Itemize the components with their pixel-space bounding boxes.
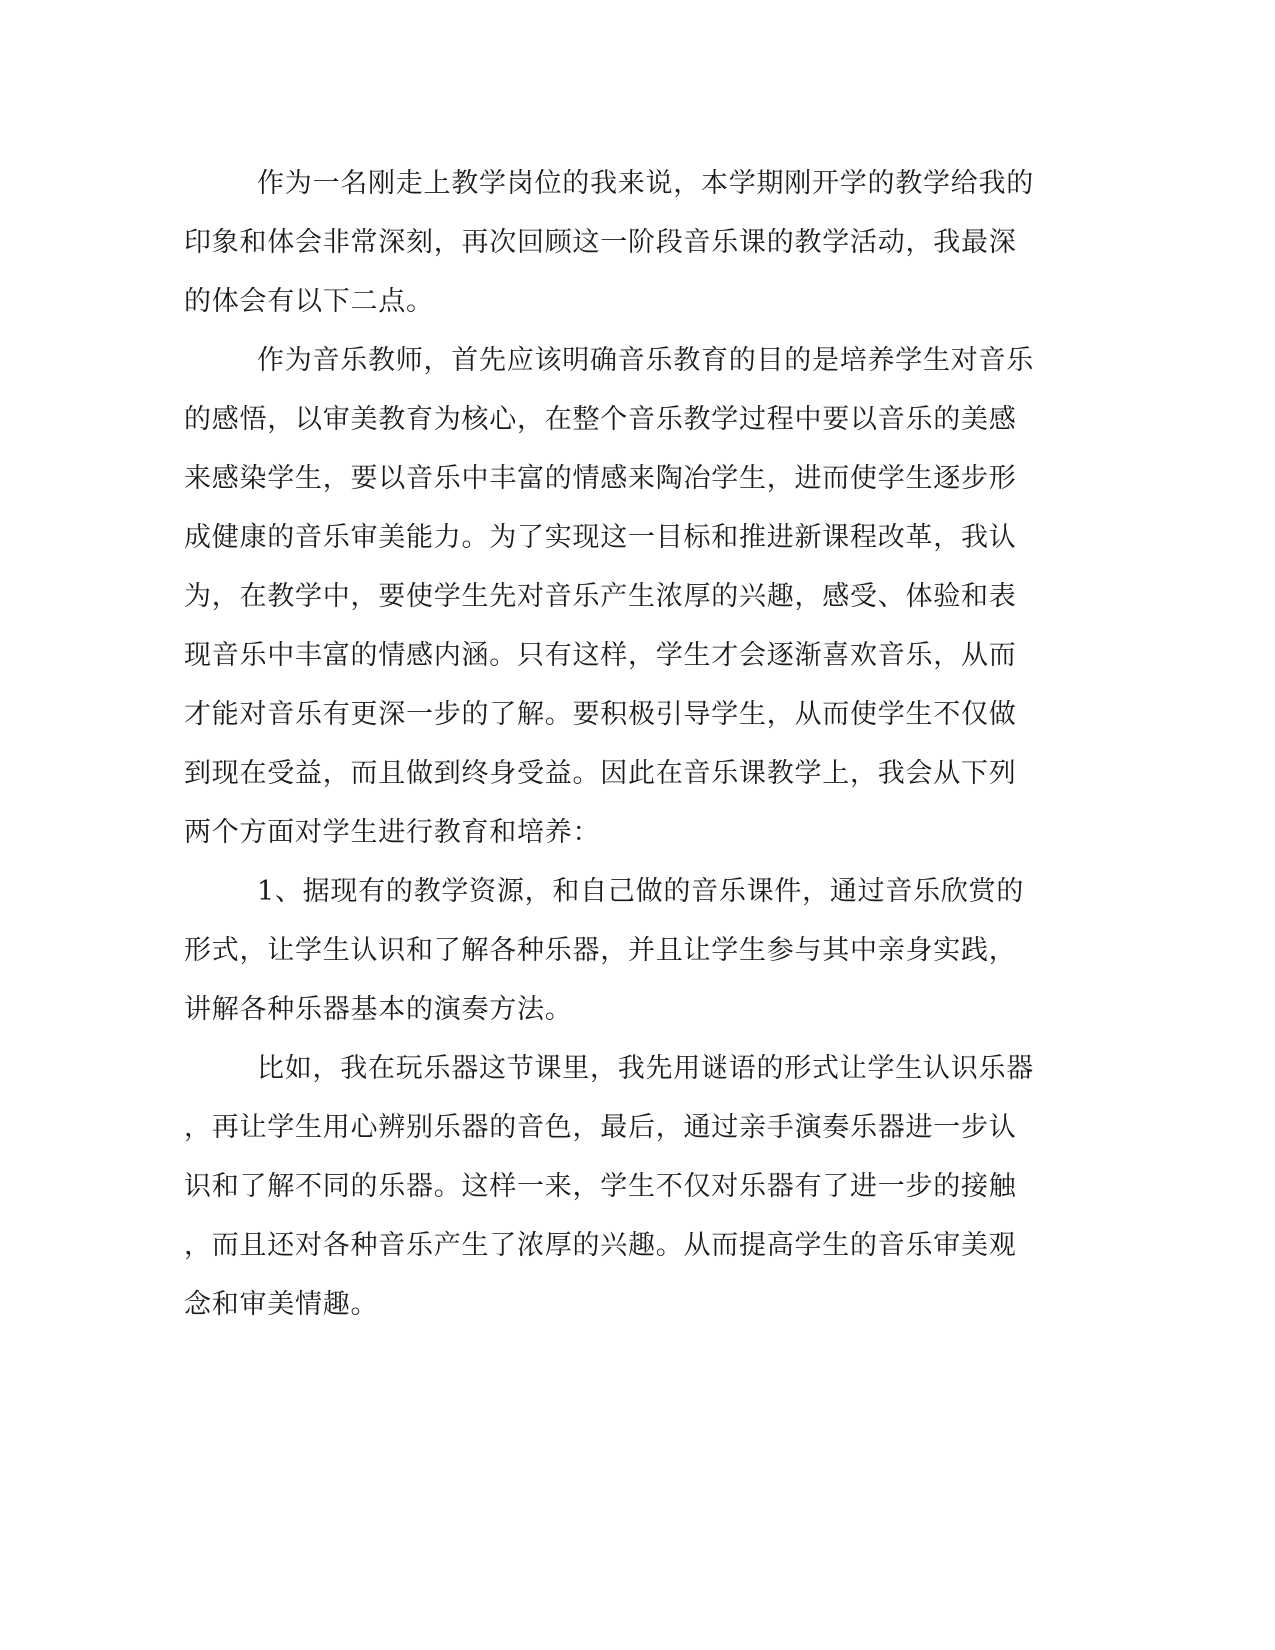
paragraph-1-line-2: 印象和体会非常深刻，再次回顾这一阶段音乐课的教学活动，我最深 <box>184 227 1017 258</box>
paragraph-4-line-1: 比如，我在玩乐器这节课里，我先用谜语的形式让学生认识乐器 <box>257 1053 1034 1084</box>
paragraph-2-line-2: 的感悟，以审美教育为核心，在整个音乐教学过程中要以音乐的美感 <box>184 404 1017 435</box>
paragraph-2-line-5: 为，在教学中，要使学生先对音乐产生浓厚的兴趣，感受、体验和表 <box>184 581 1017 612</box>
paragraph-2-line-7: 才能对音乐有更深一步的了解。要积极引导学生，从而使学生不仅做 <box>184 699 1017 730</box>
paragraph-3-line-1: 1、据现有的教学资源，和自己做的音乐课件，通过音乐欣赏的 <box>257 876 1025 907</box>
paragraph-3-line-2: 形式，让学生认识和了解各种乐器，并且让学生参与其中亲身实践， <box>184 935 1017 966</box>
paragraph-2-line-1: 作为音乐教师，首先应该明确音乐教育的目的是培养学生对音乐 <box>257 345 1034 376</box>
paragraph-4-line-2: ，再让学生用心辨别乐器的音色，最后，通过亲手演奏乐器进一步认 <box>184 1112 1017 1143</box>
document-body <box>184 154 1044 1334</box>
paragraph-1-line-1: 作为一名刚走上教学岗位的我来说，本学期刚开学的教学给我的 <box>257 168 1034 199</box>
paragraph-4-line-5: 念和审美情趣。 <box>184 1289 379 1320</box>
paragraph-2-line-8: 到现在受益，而且做到终身受益。因此在音乐课教学上，我会从下列 <box>184 758 1017 789</box>
paragraph-2-line-9: 两个方面对学生进行教育和培养： <box>184 817 601 848</box>
paragraph-1-line-3: 的体会有以下二点。 <box>184 286 434 317</box>
paragraph-3-line-3: 讲解各种乐器基本的演奏方法。 <box>184 994 573 1025</box>
paragraph-4-line-3: 识和了解不同的乐器。这样一来，学生不仅对乐器有了进一步的接触 <box>184 1171 1017 1202</box>
paragraph-2-line-4: 成健康的音乐审美能力。为了实现这一目标和推进新课程改革，我认 <box>184 522 1017 553</box>
paragraph-2-line-6: 现音乐中丰富的情感内涵。只有这样，学生才会逐渐喜欢音乐，从而 <box>184 640 1017 671</box>
paragraph-2-line-3: 来感染学生，要以音乐中丰富的情感来陶冶学生，进而使学生逐步形 <box>184 463 1017 494</box>
paragraph-4-line-4: ，而且还对各种音乐产生了浓厚的兴趣。从而提高学生的音乐审美观 <box>184 1230 1017 1261</box>
